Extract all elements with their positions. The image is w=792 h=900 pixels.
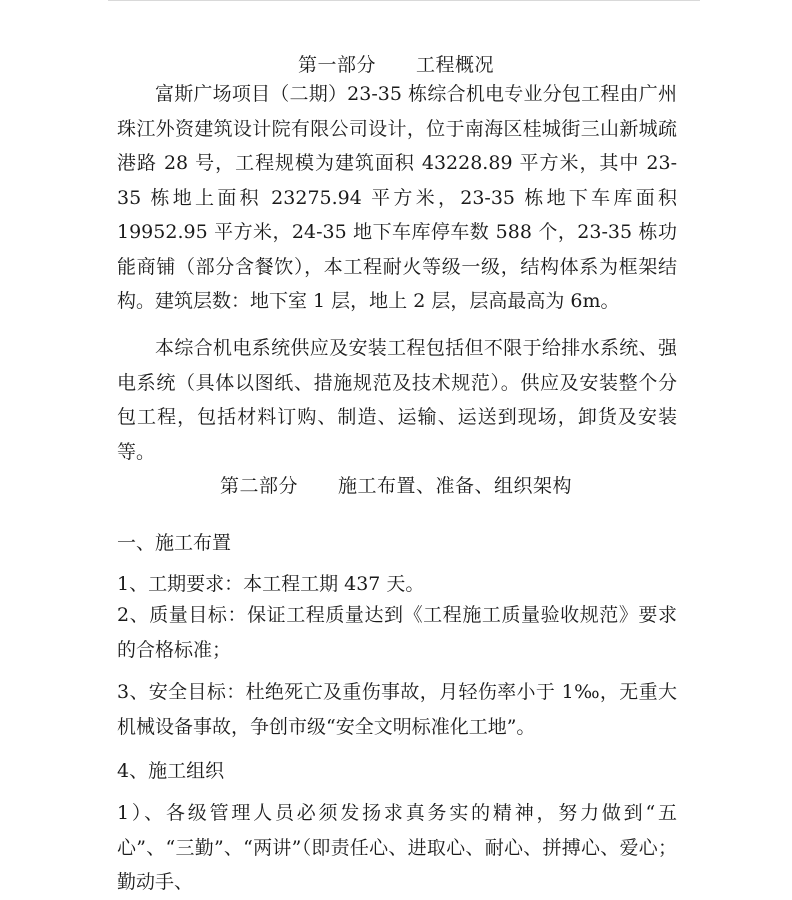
- section-heading-construction-layout: 一、施工布置: [117, 532, 232, 554]
- part1-heading-title: 工程概况: [416, 54, 495, 76]
- part2-heading: [0, 471, 792, 498]
- part1-heading: [0, 50, 792, 77]
- part2-heading-number: 第二部分: [219, 475, 298, 497]
- item-schedule: 1、工期要求：本工程工期 437 天。: [117, 573, 425, 595]
- item-safety: 3、安全目标：杜绝死亡及重伤事故，月轻伤率小于 1‰，无重大机械设备事故，争创市级“安全文明标准化工地”。: [117, 681, 677, 738]
- part1-paragraph-2: 本综合机电系统供应及安装工程包括但不限于给排水系统、强电系统（具体以图纸、措施规范及技术规范）。供应及安装整个分包工程，包括材料订购、制造、运输、运送到现场，卸货及安装等。: [117, 337, 677, 463]
- item-quality: 2、质量目标：保证工程质量达到《工程施工质量验收规范》要求的合格标准；: [117, 604, 677, 661]
- part2-heading-title: 施工布置、准备、组织架构: [338, 475, 573, 497]
- item-organization: 4、施工组织: [117, 760, 225, 782]
- item-management: 1）、各级管理人员必须发扬求真务实的精神，努力做到“五心”、“三勤”、“两讲”（即责任心、进取心、耐心、拼搏心、爱心；勤动手、: [117, 802, 677, 893]
- part1-paragraph-1: 富斯广场项目（二期）23-35 栋综合机电专业分包工程由广州珠江外资建筑设计院有限公司设计，位于南海区桂城街三山新城疏港路 28 号，工程规模为建筑面积 43228.89 平方米，其中 23-35 栋地上面积 23275.94 平方米，23-35 栋地下车库面积 19952.95 平方米，24-35 地下车库停车数 588 个，23-35 栋功能商铺（部分含餐饮），本工程耐火等级一级，结构体系为框架结构。建筑层数：地下室 1 层，地上 2 层，层高最高为 6m。: [117, 83, 677, 312]
- part1-heading-number: 第一部分: [297, 54, 376, 76]
